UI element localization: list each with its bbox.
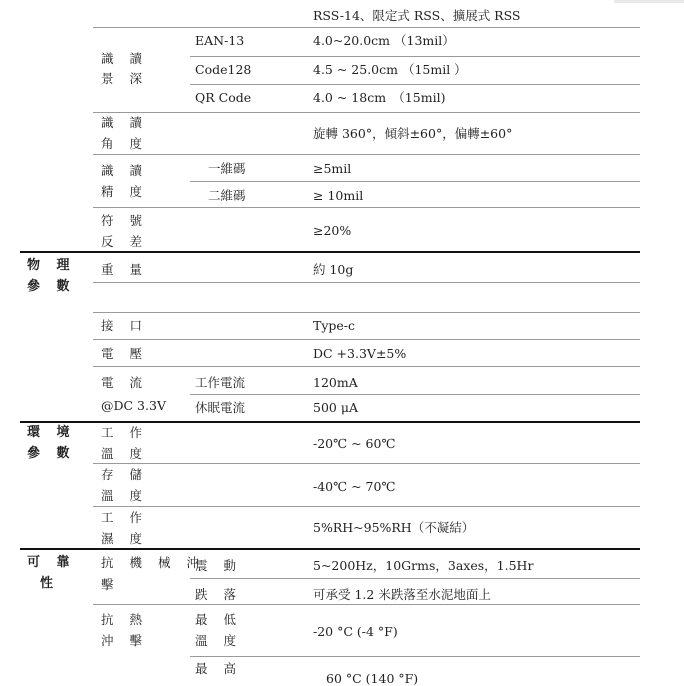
section-divider: [20, 548, 640, 550]
read-depth-value: 4.0 ~ 18cm （15mil): [313, 90, 446, 105]
shock-label: 擊: [101, 577, 114, 592]
contrast-value: ≥20%: [313, 223, 352, 238]
read-depth-name: QR Code: [195, 90, 252, 105]
row-divider: [190, 84, 640, 85]
row-divider: [93, 506, 640, 507]
read-precision-label: 識 讀: [101, 163, 148, 178]
read-depth-value: 4.5 ~ 25.0cm （15mil ）: [313, 62, 467, 77]
section-divider: [20, 251, 640, 253]
current-name: 工作電流: [195, 375, 246, 390]
row-divider: [93, 366, 640, 367]
max-temp-value: 60 °C (140 °F): [326, 671, 419, 686]
section-title-reliability: 可 靠: [27, 555, 76, 570]
thermal-label: 抗 熱: [101, 612, 148, 627]
env-label: 溫 度: [101, 488, 148, 503]
row-divider: [190, 56, 640, 57]
read-angle-value: 旋轉 360°，傾斜±60°，偏轉±60°: [313, 126, 513, 141]
shock-name: 跌 落: [195, 587, 242, 602]
shock-value: 5~200Hz，10Grms，3axes，1.5Hr: [313, 558, 534, 573]
row-divider: [93, 207, 640, 208]
thermal-label: 沖 擊: [101, 633, 148, 648]
shock-label: 抗 機 械 沖: [101, 555, 205, 570]
shock-name: 震 動: [195, 558, 242, 573]
current-label: 電 流: [101, 375, 148, 390]
env-label: 存 儲: [101, 467, 148, 482]
current-value: 500 μA: [313, 400, 358, 415]
weight-label: 重 量: [101, 262, 148, 277]
voltage-value: DC +3.3V±5%: [313, 346, 407, 361]
row-divider: [93, 312, 640, 313]
min-temp-label: 溫 度: [195, 633, 242, 648]
env-value: -20℃ ~ 60℃: [313, 436, 396, 451]
row-divider: [93, 604, 640, 605]
precision-value: ≥ 10mil: [313, 188, 364, 203]
row-divider: [93, 463, 640, 464]
min-temp-label: 最 低: [195, 612, 242, 627]
shock-value: 可承受 1.2 米跌落至水泥地面上: [313, 587, 491, 602]
max-temp-label: 最 高: [195, 661, 242, 676]
row-divider: [93, 27, 640, 28]
read-depth-name: EAN-13: [195, 33, 245, 48]
contrast-label: 反 差: [101, 234, 148, 249]
section-title-physical: 參 數: [27, 279, 76, 294]
read-depth-label: 景 深: [101, 71, 148, 86]
section-title-reliability: 性: [40, 576, 60, 591]
row-divider: [190, 578, 640, 579]
row-divider: [93, 112, 640, 113]
weight-value: 約 10g: [313, 262, 354, 277]
interface-value: Type-c: [313, 318, 356, 333]
env-value: 5%RH~95%RH（不凝結）: [313, 520, 475, 535]
precision-value: ≥5mil: [313, 161, 352, 176]
section-divider: [20, 421, 640, 423]
row-divider: [190, 656, 640, 657]
current-name: 休眠電流: [195, 400, 246, 415]
read-depth-value: 4.0~20.0cm （13mil）: [313, 33, 455, 48]
read-angle-label: 識 讀: [101, 115, 148, 130]
row-divider: [93, 154, 640, 155]
env-value: -40℃ ~ 70℃: [313, 479, 396, 494]
section-title-environment: 環 境: [27, 425, 76, 440]
read-depth-name: Code128: [195, 62, 252, 77]
read-angle-label: 角 度: [101, 136, 148, 151]
env-label: 工 作: [101, 425, 148, 440]
symbology-value: RSS-14、限定式 RSS、擴展式 RSS: [313, 8, 521, 23]
current-value: 120mA: [313, 375, 358, 390]
min-temp-value: -20 °C (-4 °F): [313, 624, 398, 639]
precision-name: 一維碼: [208, 161, 246, 176]
env-label: 工 作: [101, 510, 148, 525]
env-label: 溫 度: [101, 446, 148, 461]
env-label: 濕 度: [101, 531, 148, 546]
voltage-label: 電 壓: [101, 346, 148, 361]
read-precision-label: 精 度: [101, 184, 148, 199]
section-title-physical: 物 理: [27, 258, 76, 273]
row-divider: [190, 394, 640, 395]
row-divider: [93, 282, 640, 283]
interface-label: 接 口: [101, 318, 148, 333]
top-decoration: [614, 0, 684, 3]
row-divider: [93, 339, 640, 340]
read-depth-label: 識 讀: [101, 51, 148, 66]
precision-name: 二維碼: [208, 188, 246, 203]
current-label: @DC 3.3V: [101, 398, 166, 413]
section-title-environment: 參 數: [27, 446, 76, 461]
contrast-label: 符 號: [101, 213, 148, 228]
row-divider: [190, 181, 640, 182]
